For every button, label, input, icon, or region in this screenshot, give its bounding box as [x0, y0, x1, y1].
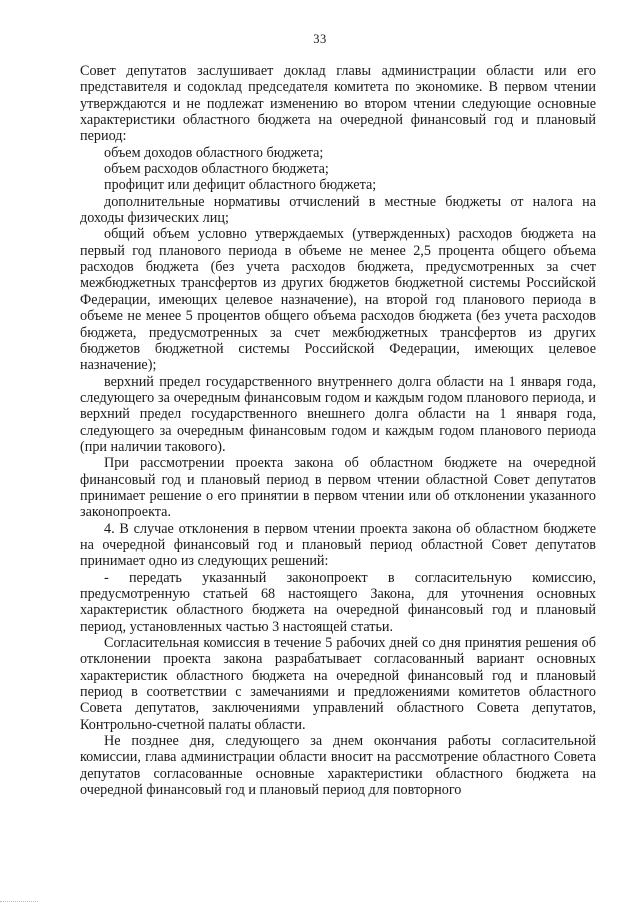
list-item-expenditure-volume: объем расходов областного бюджета; [104, 161, 329, 178]
paragraph-rejection-clause-4: 4. В случае отклонения в первом чтении проекта закона об областном бюджете на очередной финансовый год и плановый период областной Совет депутатов принимает одно из следующих решений: [80, 520, 596, 570]
document-text-body [80, 63, 596, 798]
paragraph-first-reading-decision: При рассмотрении проекта закона об областном бюджете на очередной финансовый год и плановый период в первом чтении областной Совет депутатов принимает решение о его принятии в первом чтении или об отклонении указанного законопроекта. [80, 455, 596, 521]
paragraph-council-hears-report: Совет депутатов заслушивает доклад главы администрации области или его представителя и содоклад председателя комитета по экономике. В первом чтении утверждаются и не подлежат изменению во втором чтении следующие основные характеристики областного бюджета на очередной финансовый год и плановый период: [80, 63, 596, 145]
list-item-revenue-volume: объем доходов областного бюджета; [104, 144, 324, 161]
paragraph-resubmission: Не позднее дня, следующего за днем окончания работы согласительной комиссии, глава администрации области вносит на рассмотрение областного Совета депутатов согласованные основные характеристики областного бюджета на очередной финансовый год и плановый период для повторного [80, 733, 596, 799]
paragraph-commission-procedure: Согласительная комиссия в течение 5 рабочих дней со дня принятия решения об отклонении проекта закона разрабатывает согласованный вариант основных характеристик областного бюджета на очередной финансовый год и плановый период в соответствии с замечаниями и предложениями комитетов областного Совета депутатов, заключениями управлений областного Совета депутатов, Контрольно-счетной палаты области. [80, 635, 596, 733]
list-item-conciliation-commission: - передать указанный законопроект в согласительную комиссию, предусмотренную статьей 68 настоящего Закона, для уточнения основных характеристик областного бюджета на очередной финансовый год и плановый период, установленных частью 3 настоящей статьи. [80, 569, 596, 635]
list-item-conditionally-approved-expenses: общий объем условно утверждаемых (утвержденных) расходов бюджета на первый год планового периода в объеме не менее 2,5 процента общего объема расходов бюджета (без учета расходов бюджета, предусмотренных за счет межбюджетных трансфертов из других бюджетов бюджетной системы Российской Федерации, имеющих целевое назначение), на второй год планового периода в объеме не менее 5 процентов общего объема расходов бюджета (без учета расходов бюджета, предусмотренных за счет межбюджетных трансфертов из других бюджетов бюджетной системы Российской Федерации, имеющих целевое назначение); [80, 226, 596, 374]
list-item-debt-upper-limit: верхний предел государственного внутреннего долга области на 1 января года, следующего за очередным финансовым годом и каждым годом планового периода, и верхний предел государственного внешнего долга области на 1 января года, следующего за очередным финансовым годом и каждым годом планового периода (при наличии такового). [80, 373, 596, 455]
page-number: 33 [313, 32, 327, 46]
list-item-additional-standards: дополнительные нормативы отчислений в местные бюджеты от налога на доходы физических лиц; [80, 193, 596, 227]
scan-edge-mark [0, 900, 38, 902]
list-item-surplus-deficit: профицит или дефицит областного бюджета; [104, 177, 377, 194]
